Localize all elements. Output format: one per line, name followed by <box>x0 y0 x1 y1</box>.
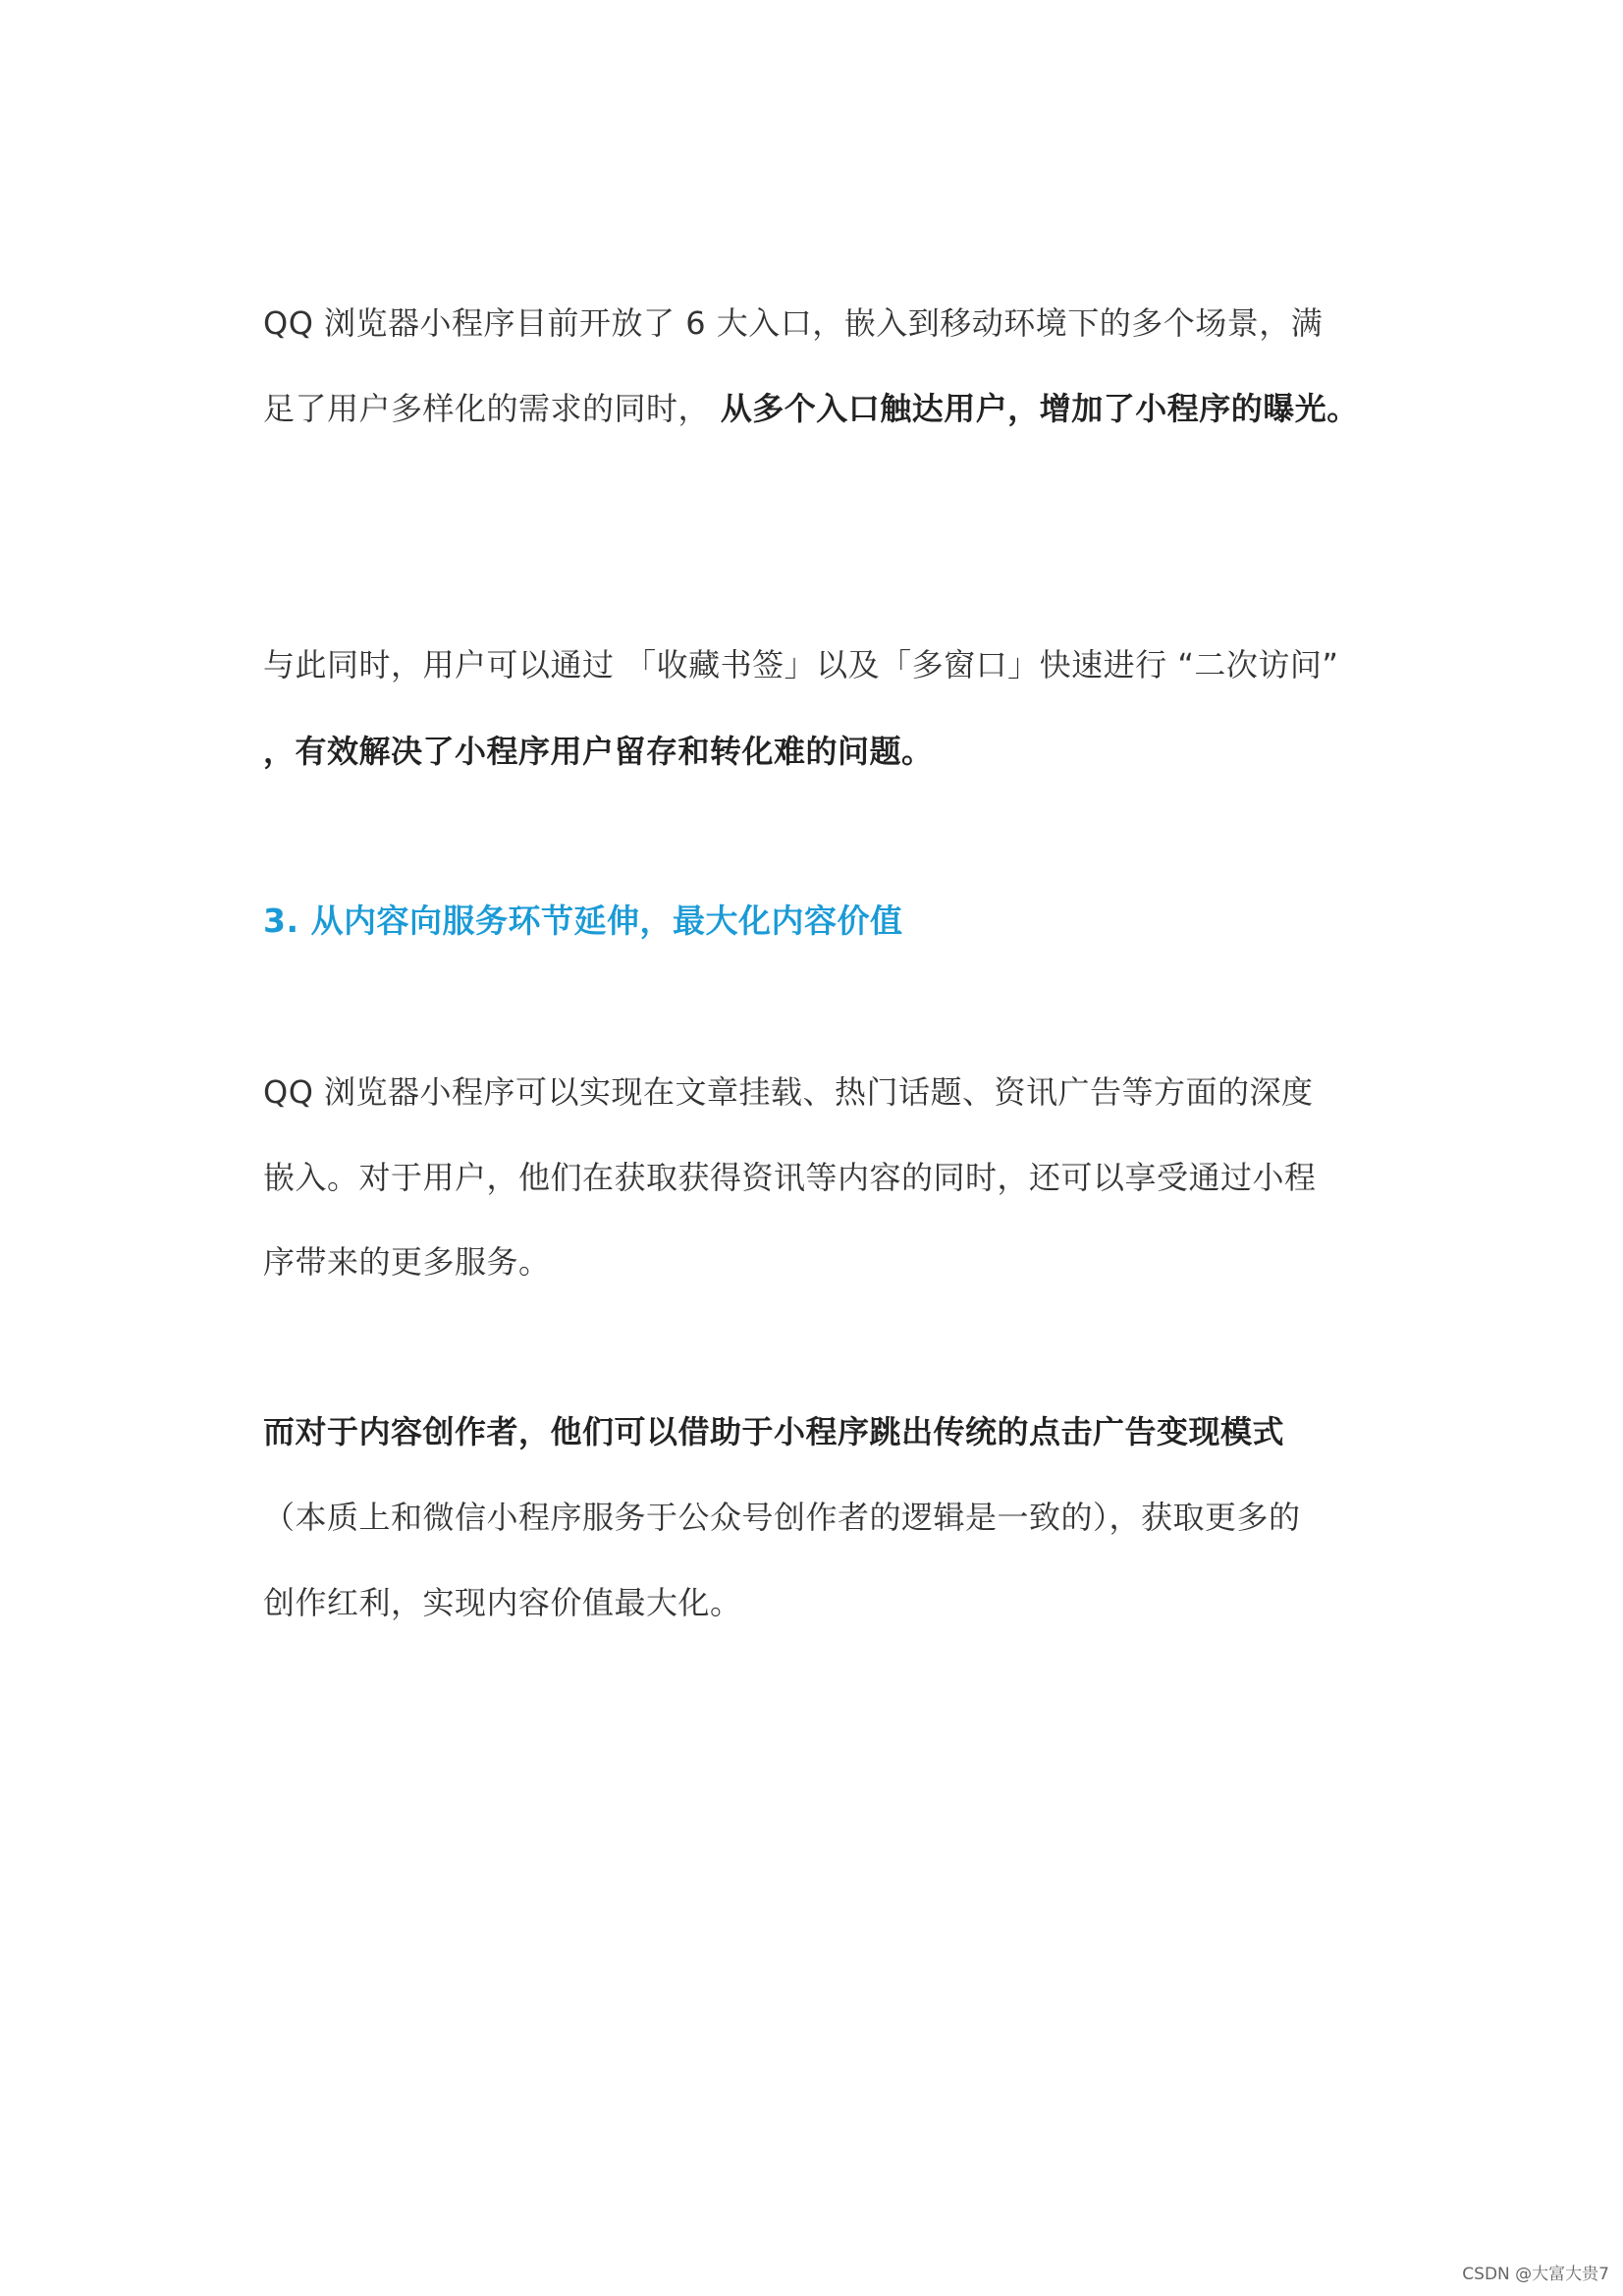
paragraph-4-line-3: 创作红利，实现内容价值最大化。 <box>263 1584 742 1621</box>
paragraph-1-line-1: QQ 浏览器小程序目前开放了 6 大入口，嵌入到移动环境下的多个场景，满 <box>263 304 1324 342</box>
paragraph-4-emphasis: 而对于内容创作者，他们可以借助于小程序跳出传统的点击广告变现模式 <box>263 1413 1285 1450</box>
section-heading-3: 3. 从内容向服务环节延伸，最大化内容价值 <box>263 902 903 940</box>
paragraph-1-line-2 <box>263 389 1359 428</box>
paragraph-3-line-1: QQ 浏览器小程序可以实现在文章挂载、热门话题、资讯广告等方面的深度 <box>263 1073 1314 1111</box>
paragraph-1-line-2-normal: 足了用户多样化的需求的同时， <box>263 390 721 427</box>
paragraph-2-line-1: 与此同时，用户可以通过 「收藏书签」以及「多窗口」快速进行 “二次访问” <box>263 646 1339 683</box>
paragraph-3-line-3: 序带来的更多服务。 <box>263 1243 551 1281</box>
csdn-watermark: CSDN @大富大贵7 <box>1462 2265 1609 2284</box>
paragraph-3-line-2: 嵌入。对于用户，他们在获取获得资讯等内容的同时，还可以享受通过小程 <box>263 1159 1317 1196</box>
paragraph-4-line-2: （本质上和微信小程序服务于公众号创作者的逻辑是一致的），获取更多的 <box>263 1499 1301 1536</box>
paragraph-2-emphasis: ，有效解决了小程序用户留存和转化难的问题。 <box>263 733 934 770</box>
paragraph-1-emphasis: 从多个入口触达用户，增加了小程序的曝光。 <box>720 390 1359 427</box>
